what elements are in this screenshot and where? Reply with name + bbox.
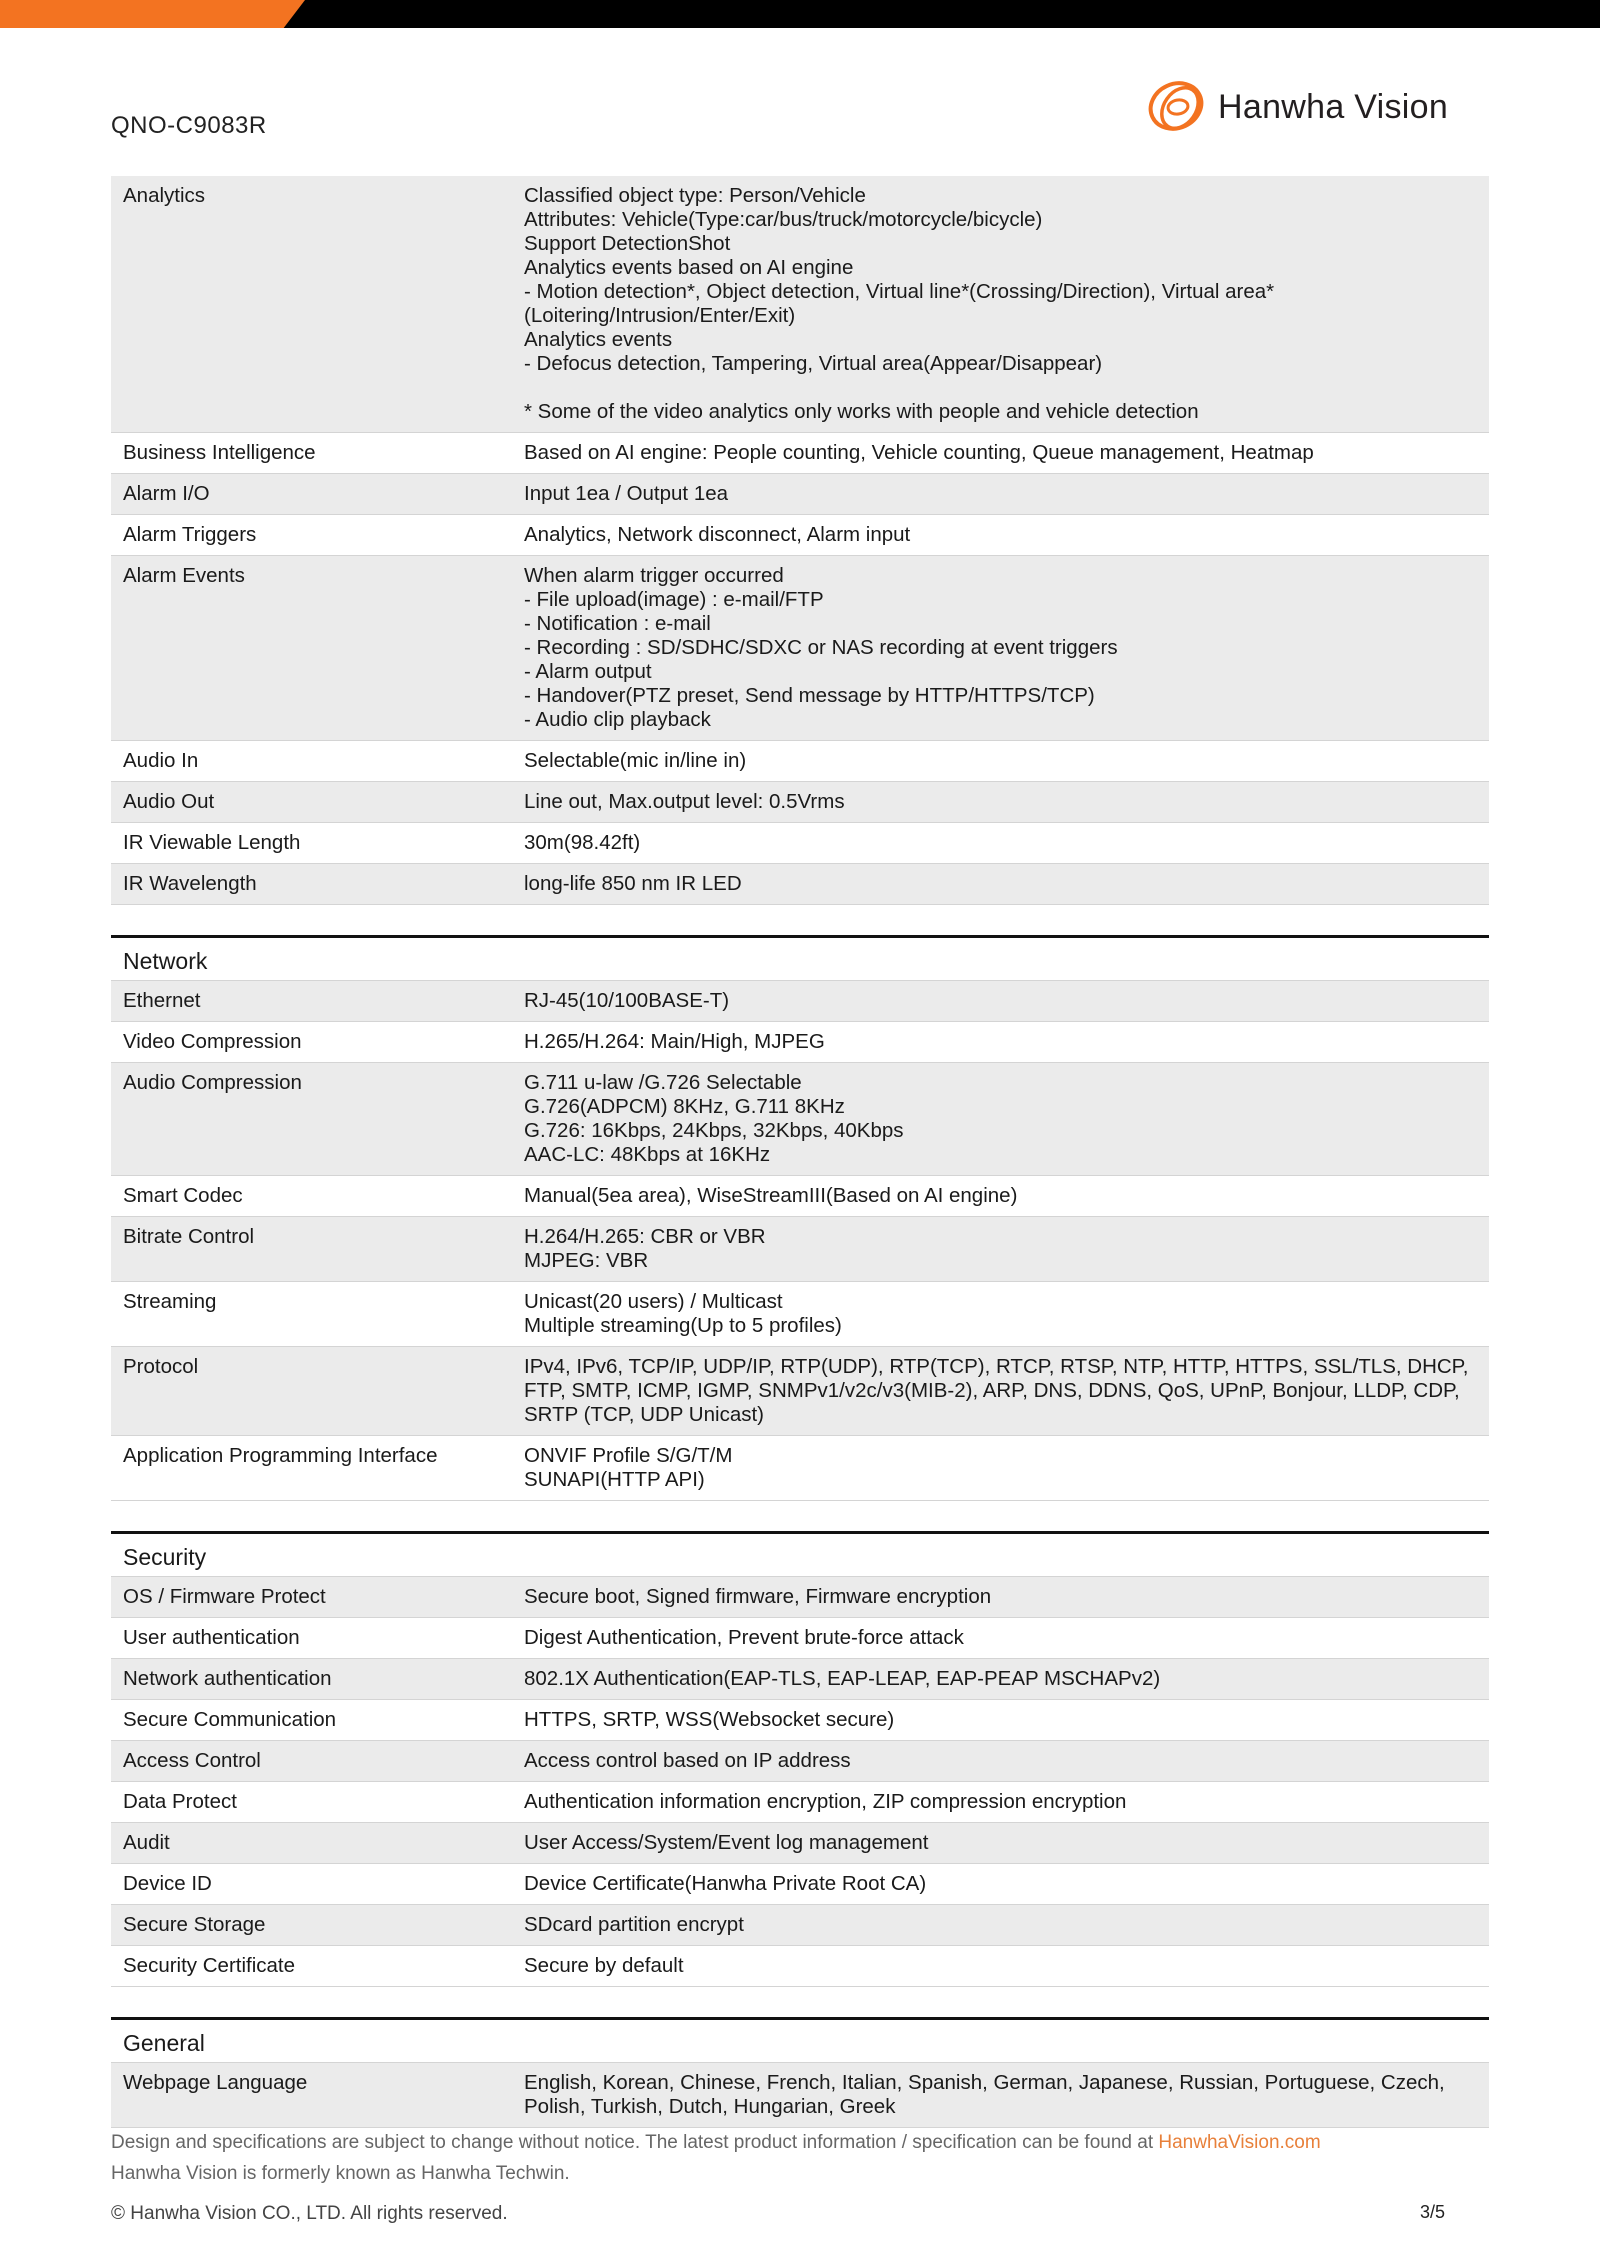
- spec-label: Application Programming Interface: [123, 1444, 438, 1467]
- spec-label: Audio Out: [123, 790, 215, 813]
- spec-label: Secure Storage: [123, 1913, 266, 1936]
- spec-row: [111, 1063, 1489, 1176]
- spec-value: Unicast(20 users) / Multicast Multiple streaming(Up to 5 profiles): [524, 1290, 842, 1337]
- spec-row: [111, 474, 1489, 515]
- footer-formerly: Hanwha Vision is formerly known as Hanwha Techwin.: [111, 2163, 570, 2184]
- spec-row: [111, 1577, 1489, 1618]
- top-accent-stripe: [0, 0, 305, 28]
- brand-name: Hanwha Vision: [1218, 88, 1449, 126]
- spec-row: [111, 1864, 1489, 1905]
- spec-label: IR Wavelength: [123, 872, 257, 895]
- spec-value: RJ-45(10/100BASE-T): [524, 989, 730, 1012]
- hanwha-swirl-icon: [1146, 76, 1210, 138]
- spec-row: [111, 823, 1489, 864]
- section-title-network: Network: [111, 935, 1489, 981]
- footer-website-link[interactable]: HanwhaVision.com: [1158, 2132, 1321, 2153]
- spec-value: Secure by default: [524, 1954, 684, 1977]
- spec-value: Authentication information encryption, ZIP compression encryption: [524, 1790, 1127, 1813]
- model-name: QNO-C9083R: [111, 112, 267, 139]
- footer-notice: [111, 2132, 1489, 2154]
- spec-label: Analytics: [123, 184, 206, 207]
- spec-label: Secure Communication: [123, 1708, 337, 1731]
- spec-table: [111, 176, 1489, 2128]
- spec-row: [111, 981, 1489, 1022]
- spec-value: SDcard partition encrypt: [524, 1913, 744, 1936]
- brand-logo: [1146, 76, 1470, 138]
- spec-value: User Access/System/Event log management: [524, 1831, 929, 1854]
- spec-value: Manual(5ea area), WiseStreamIII(Based on AI engine): [524, 1184, 1018, 1207]
- spec-value: long-life 850 nm IR LED: [524, 872, 742, 895]
- spec-row: [111, 1946, 1489, 1987]
- spec-label: Webpage Language: [123, 2071, 308, 2094]
- spec-row: [111, 1217, 1489, 1282]
- spec-value: H.264/H.265: CBR or VBR MJPEG: VBR: [524, 1225, 766, 1272]
- spec-value: Secure boot, Signed firmware, Firmware encryption: [524, 1585, 992, 1608]
- spec-label: Device ID: [123, 1872, 212, 1895]
- spec-value: IPv4, IPv6, TCP/IP, UDP/IP, RTP(UDP), RTP(TCP), RTCP, RTSP, NTP, HTTP, HTTPS, SSL/TLS, DHCP, FTP, SMTP, ICMP, IGMP, SNMPv1/v2c/v3(MIB-2), ARP, DNS, DDNS, QoS, UPnP, Bonjour, LLDP, CDP, SRTP (TCP, UDP Unicast): [524, 1355, 1469, 1426]
- spec-row: [111, 1741, 1489, 1782]
- spec-rows-general: [111, 2063, 1489, 2128]
- spec-label: User authentication: [123, 1626, 300, 1649]
- spec-label: Network authentication: [123, 1667, 332, 1690]
- spec-rows-top: [111, 176, 1489, 905]
- spec-label: Audit: [123, 1831, 170, 1854]
- spec-label: Security Certificate: [123, 1954, 296, 1977]
- page-number: 3/5: [1419, 2202, 1445, 2222]
- section-title-security: Security: [111, 1531, 1489, 1577]
- spec-row: [111, 2063, 1489, 2128]
- spec-row: [111, 1618, 1489, 1659]
- spec-label: Alarm I/O: [123, 482, 210, 505]
- spec-label: Audio In: [123, 749, 199, 772]
- spec-value: Analytics, Network disconnect, Alarm input: [524, 523, 911, 546]
- spec-row: [111, 433, 1489, 474]
- spec-row: [111, 556, 1489, 741]
- spec-value: Line out, Max.output level: 0.5Vrms: [524, 790, 845, 813]
- spec-label: Alarm Events: [123, 564, 245, 587]
- spec-value: H.265/H.264: Main/High, MJPEG: [524, 1030, 825, 1053]
- spec-label: Video Compression: [123, 1030, 302, 1053]
- spec-value: Classified object type: Person/Vehicle Attributes: Vehicle(Type:car/bus/truck/motorcycle/bicycle) Support DetectionShot Analytics events based on AI engine - Motion detection*, Object detection, Virtual line*(Crossing/Direction), Virtual area*(Loitering/Intrusion/Enter/Exit) Analytics events - Defocus detection, Tampering, Virtual area(Appear/Disappear) * Some of the video analytics only works with people and vehicle detection: [524, 184, 1275, 423]
- footer-notice-text: Design and specifications are subject to change without notice. The latest product information / specification can be found at: [111, 2132, 1159, 2153]
- spec-row: [111, 1700, 1489, 1741]
- spec-label: Data Protect: [123, 1790, 237, 1813]
- spec-row: [111, 1282, 1489, 1347]
- spec-value: Input 1ea / Output 1ea: [524, 482, 729, 505]
- spec-value: HTTPS, SRTP, WSS(Websocket secure): [524, 1708, 895, 1731]
- spec-row: [111, 1436, 1489, 1501]
- spec-value: When alarm trigger occurred - File upload(image) : e-mail/FTP - Notification : e-mail - Recording : SD/SDHC/SDXC or NAS recording at event triggers - Alarm output - Handover(PTZ preset, Send message by HTTP/HTTPS/TCP) - Audio clip playback: [524, 564, 1118, 731]
- spec-row: [111, 1823, 1489, 1864]
- spec-value: English, Korean, Chinese, French, Italian, Spanish, German, Japanese, Russian, Portuguese, Czech, Polish, Turkish, Dutch, Hungarian, Greek: [524, 2071, 1445, 2118]
- spec-value: Access control based on IP address: [524, 1749, 851, 1772]
- spec-label: Protocol: [123, 1355, 199, 1378]
- spec-label: OS / Firmware Protect: [123, 1585, 326, 1608]
- spec-value: 30m(98.42ft): [524, 831, 641, 854]
- spec-value: G.711 u-law /G.726 Selectable G.726(ADPCM) 8KHz, G.711 8KHz G.726: 16Kbps, 24Kbps, 32Kbps, 40Kbps AAC-LC: 48Kbps at 16KHz: [524, 1071, 904, 1166]
- spec-value: 802.1X Authentication(EAP-TLS, EAP-LEAP, EAP-PEAP MSCHAPv2): [524, 1667, 1161, 1690]
- spec-label: Business Intelligence: [123, 441, 316, 464]
- spec-label: Alarm Triggers: [123, 523, 257, 546]
- spec-row: [111, 1905, 1489, 1946]
- spec-label: Audio Compression: [123, 1071, 302, 1094]
- top-bar: [0, 0, 1600, 28]
- spec-label: Ethernet: [123, 989, 201, 1012]
- spec-value: ONVIF Profile S/G/T/M SUNAPI(HTTP API): [524, 1444, 733, 1491]
- spec-label: Streaming: [123, 1290, 217, 1313]
- spec-row: [111, 176, 1489, 433]
- spec-row: [111, 864, 1489, 905]
- spec-row: [111, 1659, 1489, 1700]
- spec-label: Access Control: [123, 1749, 261, 1772]
- spec-rows-security: [111, 1577, 1489, 1987]
- section-title-general: General: [111, 2017, 1489, 2063]
- spec-value: Device Certificate(Hanwha Private Root CA): [524, 1872, 927, 1895]
- spec-value: Based on AI engine: People counting, Vehicle counting, Queue management, Heatmap: [524, 441, 1314, 464]
- spec-row: [111, 1347, 1489, 1436]
- spec-label: Bitrate Control: [123, 1225, 255, 1248]
- spec-value: Digest Authentication, Prevent brute-force attack: [524, 1626, 964, 1649]
- spec-label: IR Viewable Length: [123, 831, 301, 854]
- spec-row: [111, 515, 1489, 556]
- spec-value: Selectable(mic in/line in): [524, 749, 747, 772]
- spec-row: [111, 1022, 1489, 1063]
- spec-row: [111, 1176, 1489, 1217]
- spec-row: [111, 741, 1489, 782]
- footer-copyright: © Hanwha Vision CO., LTD. All rights reserved.: [111, 2203, 508, 2224]
- spec-rows-network: [111, 981, 1489, 1501]
- spec-label: Smart Codec: [123, 1184, 243, 1207]
- spec-row: [111, 1782, 1489, 1823]
- spec-row: [111, 782, 1489, 823]
